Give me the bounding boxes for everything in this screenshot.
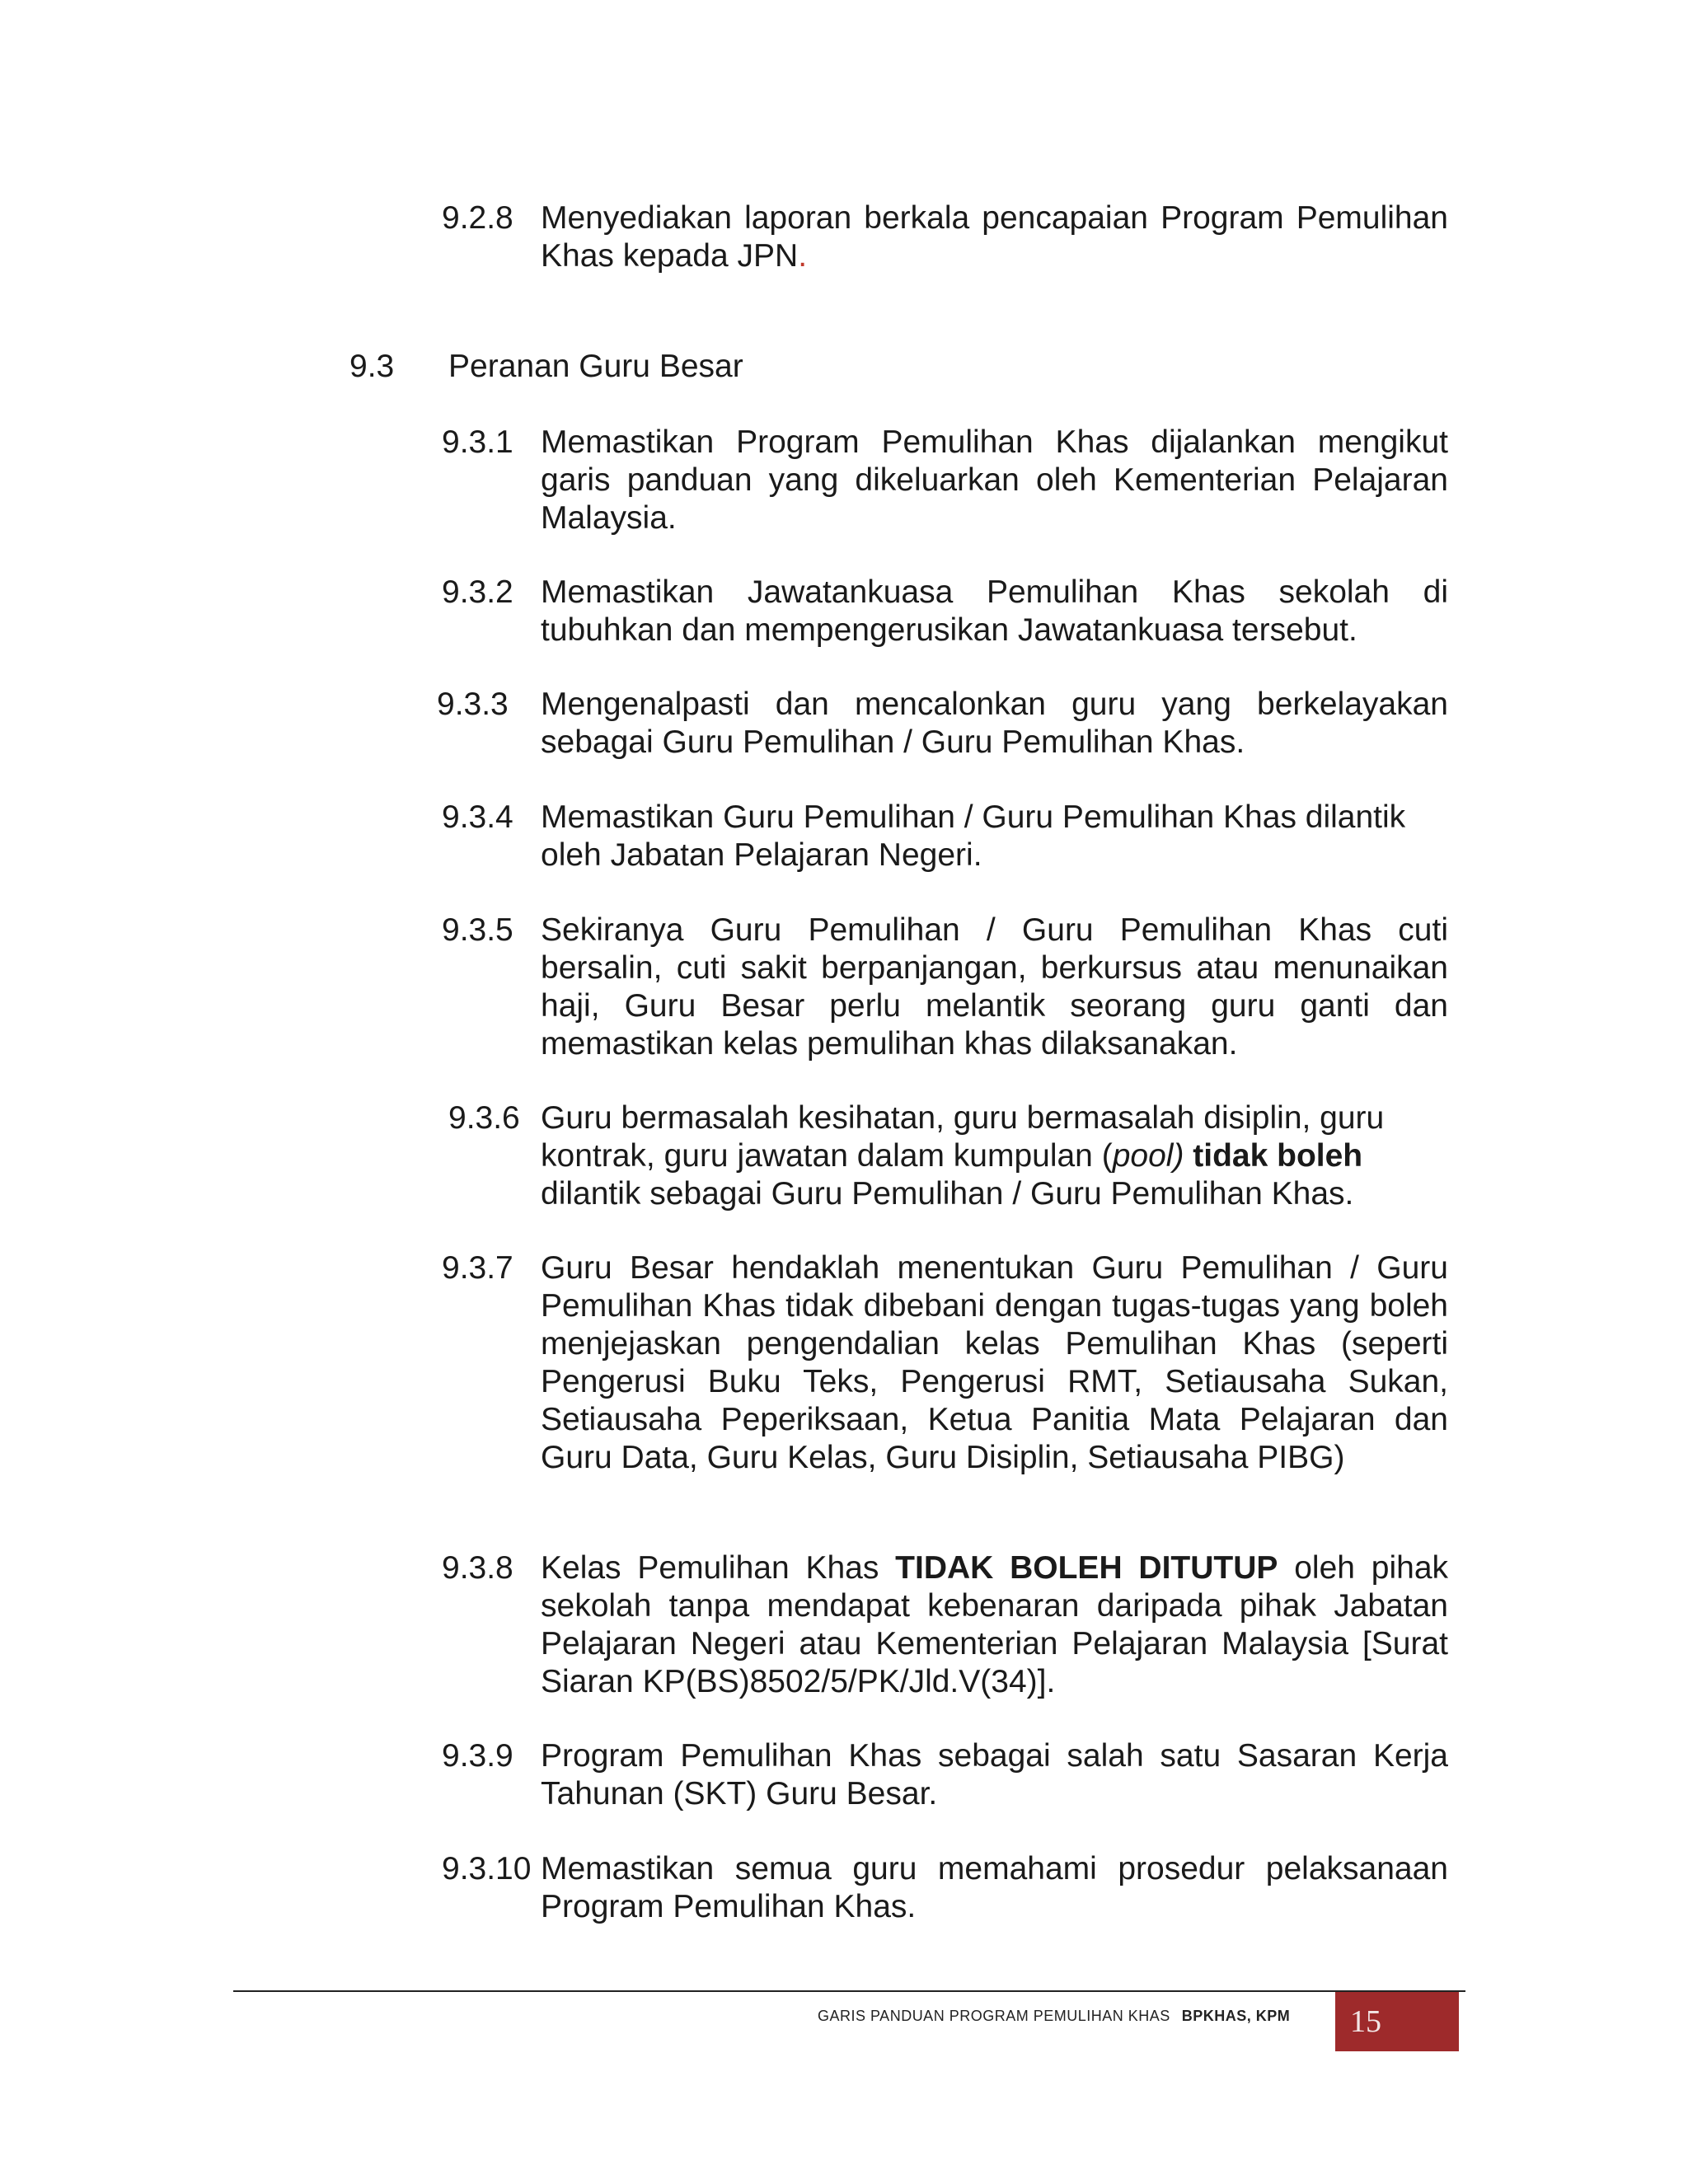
item-text: Mengenalpasti dan mencalonkan guru yang berkelayakan sebagai Guru Pemulihan / Guru Pemulihan Khas. <box>541 687 1448 760</box>
item-text-part: oleh pihak sekolah tanpa mendapat kebenaran daripada pihak Jabatan Pelajaran Negeri atau Kementerian Pelajaran Malaysia [Surat Siaran KP(BS)8502/5/PK/Jld.V(34)]. <box>541 1550 1449 1699</box>
item-text <box>541 1099 1414 1213</box>
item-number: 9.3.4 <box>442 799 513 835</box>
item-text: Guru Besar hendaklah menentukan Guru Pemulihan / Guru Pemulihan Khas tidak dibebani dengan tugas-tugas yang boleh menjejaskan pengendalian kelas Pemulihan Khas (seperti Pengerusi Buku Teks, Pengerusi RMT, Setiausaha Sukan, Setiausaha Peperiksaan, Ketua Panitia Mata Pelajaran dan Guru Data, Guru Kelas, Guru Disiplin, Setiausaha PIBG) <box>541 1250 1448 1475</box>
item-number: 9.3.2 <box>442 574 513 610</box>
item-text <box>541 1549 1448 1701</box>
item-text: Sekiranya Guru Pemulihan / Guru Pemulihan Khas cuti bersalin, cuti sakit berpanjangan, berkursus atau menunaikan haji, Guru Besar perlu melantik seorang guru ganti dan memastikan kelas pemulihan khas dilaksanakan. <box>541 912 1448 1062</box>
item-number: 9.3.6 <box>448 1100 520 1136</box>
item-number: 9.3.5 <box>442 912 513 948</box>
item-number: 9.3.9 <box>442 1738 513 1774</box>
item-text: Memastikan semua guru memahami prosedur pelaksanaan Program Pemulihan Khas. <box>541 1851 1448 1924</box>
item-number: 9.3.1 <box>442 424 513 460</box>
section-number: 9.3 <box>349 349 395 384</box>
footer-caption <box>818 2008 1290 2025</box>
footer-divider <box>233 1990 1465 1992</box>
item-trail-dot: . <box>798 238 808 274</box>
item-text-italic: pool) <box>1112 1138 1184 1174</box>
item-text-body: Menyediakan laporan berkala pencapaian Program Pemulihan Khas kepada JPN <box>541 200 1448 274</box>
footer-title: GARIS PANDUAN PROGRAM PEMULIHAN KHAS <box>818 2008 1170 2024</box>
item-number: 9.3.10 <box>442 1851 532 1886</box>
item-text-bold: TIDAK BOLEH DITUTUP <box>895 1550 1278 1586</box>
page-number-box <box>1335 1992 1459 2051</box>
item-text: Program Pemulihan Khas sebagai salah satu Sasaran Kerja Tahunan (SKT) Guru Besar. <box>541 1738 1448 1811</box>
item-text: Memastikan Guru Pemulihan / Guru Pemulihan Khas dilantik oleh Jabatan Pelajaran Negeri. <box>541 799 1406 873</box>
item-text-part: Kelas Pemulihan Khas <box>541 1550 896 1586</box>
footer-org: BPKHAS, KPM <box>1181 2008 1291 2024</box>
item-text: Memastikan Jawatankuasa Pemulihan Khas sekolah di tubuhkan dan mempengerusikan Jawatankuasa tersebut. <box>541 574 1448 648</box>
item-number: 9.3.7 <box>442 1250 513 1286</box>
item-number: 9.3.3 <box>437 687 509 722</box>
item-text-part: Guru bermasalah kesihatan, guru bermasalah disiplin, guru kontrak, guru jawatan dalam kumpulan ( <box>541 1100 1385 1174</box>
item-text-bold: tidak boleh <box>1184 1138 1363 1174</box>
item-text <box>541 199 1448 275</box>
section-title: Peranan Guru Besar <box>448 349 743 384</box>
item-number: 9.3.8 <box>442 1550 513 1586</box>
item-text: Memastikan Program Pemulihan Khas dijalankan mengikut garis panduan yang dikeluarkan oleh Kementerian Pelajaran Malaysia. <box>541 424 1448 536</box>
item-number: 9.2.8 <box>442 200 513 236</box>
item-text-part: dilantik sebagai Guru Pemulihan / Guru Pemulihan Khas. <box>541 1176 1354 1212</box>
page-number: 15 <box>1350 2004 1381 2039</box>
